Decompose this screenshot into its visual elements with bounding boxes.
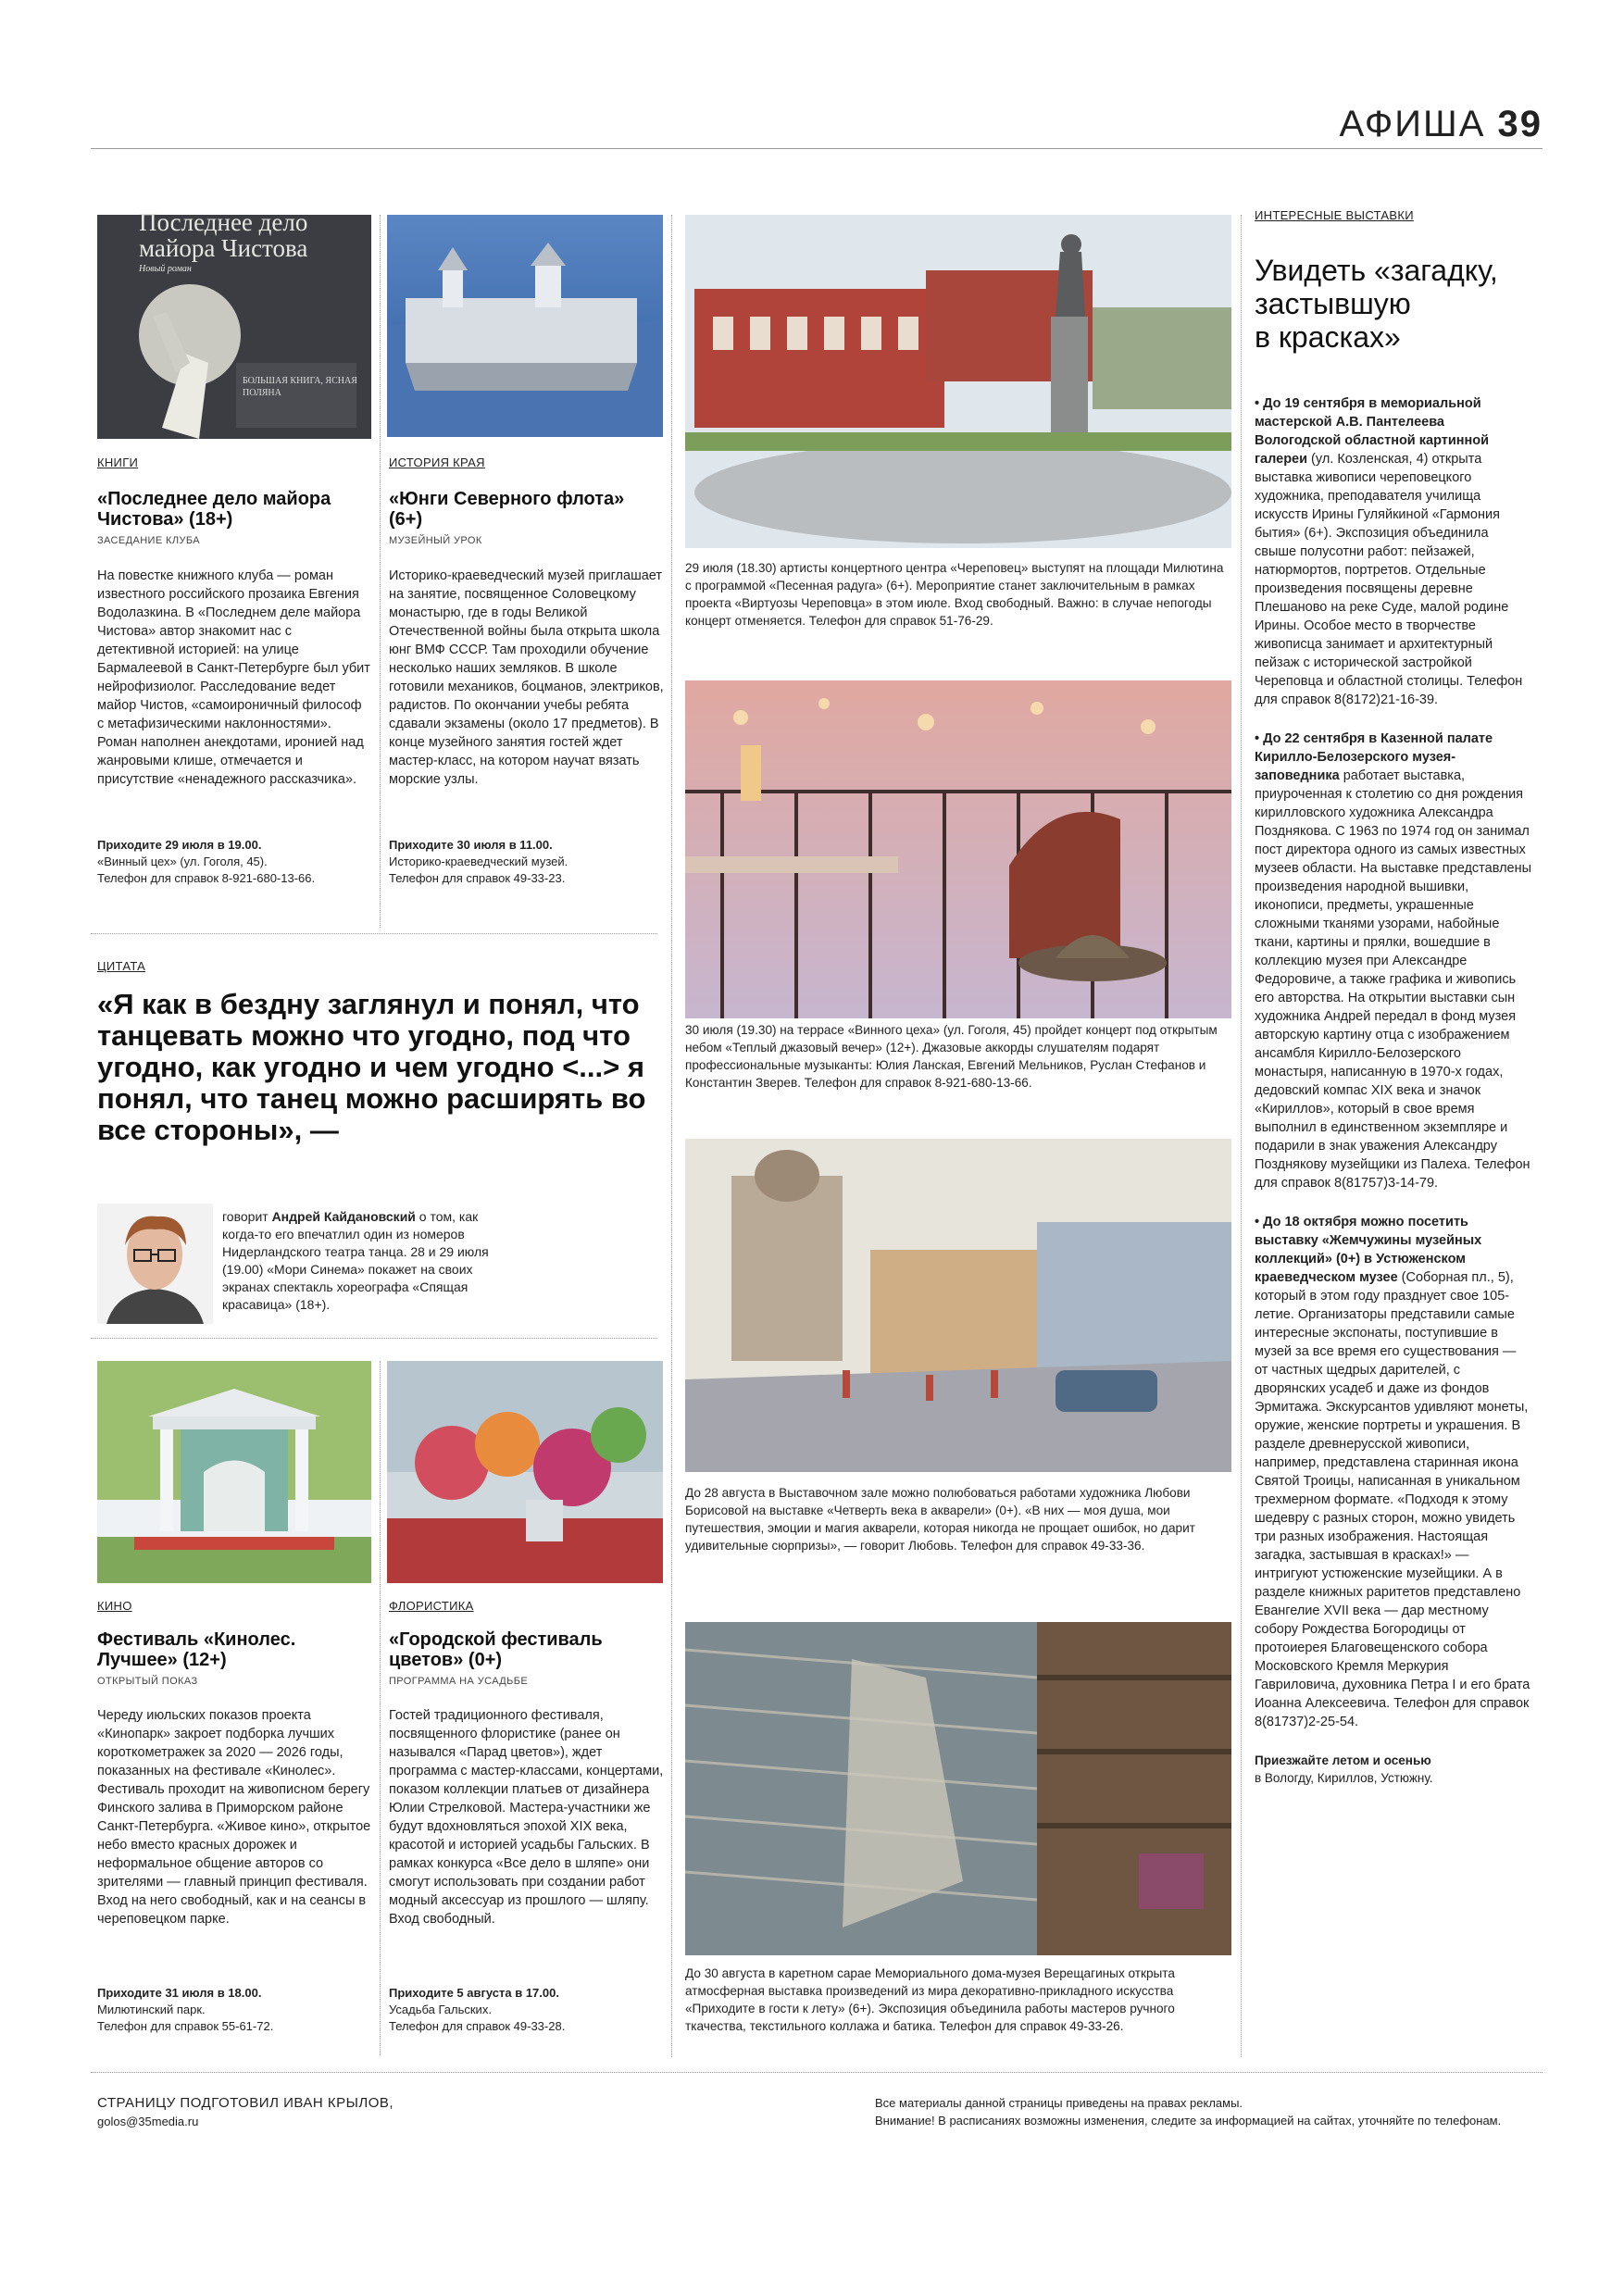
footer-notes [875,2094,1501,2129]
divider [91,1338,657,1339]
divider [671,215,672,2057]
textile-exhibition-photo [685,1622,1231,1955]
pavilion-image [97,1361,371,1583]
history-place: Историко-краеведческий музей. [389,855,568,868]
history-info [389,837,663,887]
flowers-body: Гостей традиционного фестиваля, посвященного флористике (ранее он назывался «Парад цветов»), ждет программа с мастер-классами, концертами, показом коллекции платьев от дизайнера Юлии Стрелковой. Мастера-участники же будут вдохновляться эпохой XIX века, красотой и историей усадьбы Гальских. В рамках конкурса «Все дело в шляпе» они смогут использовать при создании работ модный аксессуар из прошлого — шляпу. Вход свободный. [389,1708,664,1927]
exhibition-item [1255,1213,1532,1731]
exhibition-item-lead: • До 22 сентября в Казенной палате Кирилло-Белозерского музея-заповедника [1255,731,1493,783]
cinema-subtitle: ОТКРЫТЫЙ ПОКАЗ [97,1676,198,1687]
cinema-when: Приходите 31 июля в 18.00. [97,1986,262,2000]
cinema-info [97,1985,371,2035]
flowers-info [389,1985,663,2035]
exhibition-item [1255,730,1532,1192]
exhibitions-title-line: в красках» [1255,320,1401,354]
exhibitions-title-line: Увидеть «загадку, [1255,254,1498,287]
divider [380,215,381,928]
cinema-rubric: КИНО [97,1599,132,1613]
page-header [1340,104,1543,145]
milyutin-square-photo [685,215,1231,548]
cinema-title: Фестиваль «Кинолес. Лучшее» (12+) [97,1629,296,1670]
book-cover-title-line: майора Чистова [139,234,308,262]
books-when: Приходите 29 июля в 19.00. [97,838,262,852]
exhibitions-rubric: ИНТЕРЕСНЫЕ ВЫСТАВКИ [1255,208,1414,222]
section-title: АФИША [1339,104,1486,144]
exhibition-item-lead: • До 19 сентября в мемориальной мастерской А.В. Пантелеева Вологодской областной картинной галереи [1255,396,1490,467]
exhibition-item-text: работает выставка, приуроченная к столетию со дня рождения кирилловского художника Александра Позднякова. С 1963 по 1974 год он занимал пост директора одного из самых известных музеев области. На выставке представлены произведения народной вышивки, иконописи, предметы, украшенные сложными тканями узорами, набойные ткани, картины и прялки, вошедшие в коллекцию музея при Александре Федоровиче, а также графика и живопись его авторства. На открытии выставки сын художника Андрей передал в фонд музея авторскую картину отца с изображением ансамбля Кирилло-Белозерского монастыря, написанную в 1970-х годах, дедовский компас XIX века и значок «Кириллов», который в свое время выполнил в единственном экземпляре и подарили в знак уважения Александру Позднякову музейщики из Палеха. Телефон для справок 8(81757)3-14-79. [1255,768,1532,1191]
exhibition-item-text: (Соборная пл., 5), который в этом году празднует свое 105-летие. Организаторы представили самые интересные экспонаты, поступившие в музей за все время его существования — от частных щедрых дарителей, с дворянских усадеб и даже из фондов Эрмитажа. Экскурсантов удивляют монеты, оружие, женские портреты и украшения. В разделе древнерусской живописи, например, представлена старинная икона Святой Троицы, написанная в уникальном трехмерном формате. «Подходя к этому шедевру с разных сторон, можно увидеть три разных изображения. Настоящая загадка, застывшая в красках!» — интригуют устюженские музейщики. А в разделе книжных раритетов представлено Евангелие XVII века — дар местному собору Рождества Богородицы от протоиерея Благовещенского собора Московского Кремля Меркурия Гавриловича, духовника Петра I и его брата Иоанна Алексеевича. Телефон для справок 8(81737)2-25-54. [1255,1270,1530,1729]
book-cover-title-line: Последнее дело [139,208,308,236]
books-phone: Телефон для справок 8-921-680-13-66. [97,871,316,885]
history-when: Приходите 30 июля в 11.00. [389,838,553,852]
exhibitions-closing-lead: Приезжайте летом и осенью [1255,1753,1431,1767]
quote-rubric: ЦИТАТА [97,959,146,973]
books-body: На повестке книжного клуба — роман известного российского прозаика Евгения Водолазкина. В «Последнем деле майора Чистова» автор знакомит нас с детективной историей: на улице Бармалеевой в Санкт-Петербурге был убит нейрофизиолог. Расследование ведет майор Чистов, «самоироничный философ с метафизическими наклонностями». Роман наполнен анекдотами, иронией над жанровыми клише, отмечается и присутствие «ненадежного рассказчика». [97,568,370,787]
flowers-title: «Городской фестиваль цветов» (0+) [389,1629,603,1670]
books-info [97,837,371,887]
speaker-portrait [97,1204,213,1324]
footer-divider [91,2072,1543,2073]
watercolor-exhibition-photo [685,1139,1231,1472]
book-cover-series: БОЛЬШАЯ КНИГА, ЯСНАЯ ПОЛЯНА [243,376,357,398]
exhibitions-title [1255,254,1542,354]
footer-credits [97,2094,394,2131]
exhibition-item-text: (ул. Козленская, 4) открыта выставка живописи череповецкого художника, преподавателя училища искусств Ирины Гуляйкиной «Гармония бытия» (6+). Экспозиция объединила свыше полусотни работ: пейзажей, натюрмортов, портретов. Отдельные произведения посвящены деревне Плешаново на реке Суде, малой родине Ирины. Особое место в творчестве живописца занимает и архитектурный пейзаж с исторической застройкой Череповца и областной столицы. Телефон для справок 8(8172)21-16-39. [1255,452,1523,707]
cinema-phone: Телефон для справок 55-61-72. [97,2019,274,2033]
divider [380,1361,381,2055]
quote-attr-text: о том, как когда-то его впечатлил один из номеров Нидерландского театра танца. 28 и 29 июля (19.00) «Мори Синема» покажет на своих экранах спектакль хореографа «Спящая красавица» (18+). [222,1209,489,1312]
solovki-monastery-image [387,215,663,437]
wine-terrace-photo [685,680,1231,1018]
quote-attribution [222,1208,500,1314]
caption-watercolor-exhibition: До 28 августа в Выставочном зале можно полюбоваться работами художника Любови Борисовой на выставке «Четверть века в акварели» (0+). «В них — моя душа, мои путешествия, эмоции и магия акварели, которая никогда не прощает ошибок, но дарит удивительные сюрпризы», — говорит Любовь. Телефон для справок 49-33-36. [685,1486,1195,1553]
history-title: «Юнги Северного флота» (6+) [389,489,625,530]
footer-prepared-by: СТРАНИЦУ ПОДГОТОВИЛ ИВАН КРЫЛОВ, [97,2095,394,2111]
exhibitions-closing-text: в Вологду, Кириллов, Устюжну. [1255,1771,1433,1785]
quote-text: «Я как в бездну заглянул и понял, что танцевать можно что угодно, под что угодно, как угодно и чем угодно <...> я понял, что танец можно расширять во все стороны», — [97,988,646,1146]
caption-jazz-evening: 30 июля (19.30) на террасе «Винного цеха» (ул. Гоголя, 45) пройдет концерт под открытым небом «Теплый джазовый вечер» (12+). Джазовые аккорды слушателям подарят профессиональные музыканты: Юлия Ланская, Евгений Мельников, Руслан Стефанов и Константин Зверев. Телефон для справок 8-921-680-13-66. [685,1023,1218,1090]
history-rubric: ИСТОРИЯ КРАЯ [389,455,485,469]
divider [91,933,657,934]
caption-textile-exhibition: До 30 августа в каретном сарае Мемориального дома-музея Верещагиных открыта атмосферная выставка произведений из мира декоративно-прикладного искусства «Приходите в гости к лету» (6+). Экспозиция объединила работы мастеров ручного ткачества, текстильного коллажа и батика. Телефон для справок 49-33-26. [685,1966,1175,2033]
flowers-when: Приходите 5 августа в 17.00. [389,1986,559,2000]
book-cover-title [139,209,370,276]
exhibition-item [1255,394,1532,709]
footer-note: Внимание! В расписаниях возможны изменения, следите за информацией на сайтах, уточняйте по телефонам. [875,2114,1502,2128]
cinema-place: Милютинский парк. [97,2003,206,2016]
quote-attr-prefix: говорит [222,1209,272,1224]
flowers-phone: Телефон для справок 49-33-28. [389,2019,566,2033]
history-phone: Телефон для справок 49-33-23. [389,871,566,885]
footer-email: golos@35media.ru [97,2115,199,2128]
footer-note: Все материалы данной страницы приведены на правах рекламы. [875,2096,1243,2110]
exhibitions-list [1255,394,1532,1807]
cinema-body: Череду июльских показов проекта «Кинопарк» закроет подборка лучших короткометражек за 2020 — 2026 годы, показанных на фестивале «Кинолес». Фестиваль проходит на живописном берегу Финского залива в Приморском районе Санкт-Петербурга. «Живое кино», открытое небо вместо красных дорожек и неформальное общение авторов со зрителями — главный принцип фестиваля. Вход на него свободный, как и на сеансы в череповецком парке. [97,1708,371,1927]
header-rule [91,148,1543,149]
flowers-place: Усадьба Гальских. [389,2003,492,2016]
exhibitions-title-line: застывшую [1255,287,1411,320]
flower-festival-image [387,1361,663,1583]
books-place: «Винный цех» (ул. Гоголя, 45). [97,855,268,868]
books-title: «Последнее дело майора Чистова» (18+) [97,489,331,530]
page-number: 39 [1497,104,1543,144]
book-cover-genre: Новый роман [139,264,192,274]
exhibitions-closing [1255,1752,1532,1787]
flowers-subtitle: ПРОГРАММА НА УСАДЬБЕ [389,1676,529,1687]
exhibition-item-lead: • До 18 октября можно посетить выставку «Жемчужины музейных коллекций» (0+) в Устюженском краеведческом музее [1255,1215,1482,1285]
caption-milyutin-square: 29 июля (18.30) артисты концертного центра «Череповец» выступят на площади Милютина с программой «Песенная радуга» (6+). Мероприятие станет заключительным в рамках проекта «Виртуозы Череповца» в этом июле. Вход свободный. Важно: в случае непогоды концерт отменяется. Телефон для справок 51-76-29. [685,561,1224,628]
flowers-rubric: ФЛОРИСТИКА [389,1599,474,1613]
divider [1241,215,1242,2057]
books-subtitle: ЗАСЕДАНИЕ КЛУБА [97,535,200,546]
history-body: Историко-краеведческий музей приглашает на занятие, посвященное Соловецкому монастырю, где в годы Великой Отечественной войны была открыта школа юнг ВМФ СССР. Там проходили обучение несколько наших земляков. В школе готовили механиков, боцманов, электриков, радистов. По окончании учебы ребята сдавали экзамены (около 17 предметов). В конце музейного занятия гостей ждет мастер-класс, на котором научат вязать морские узлы. [389,568,664,787]
history-subtitle: МУЗЕЙНЫЙ УРОК [389,535,482,546]
books-rubric: КНИГИ [97,455,139,469]
quote-speaker-name: Андрей Кайдановский [271,1209,416,1224]
